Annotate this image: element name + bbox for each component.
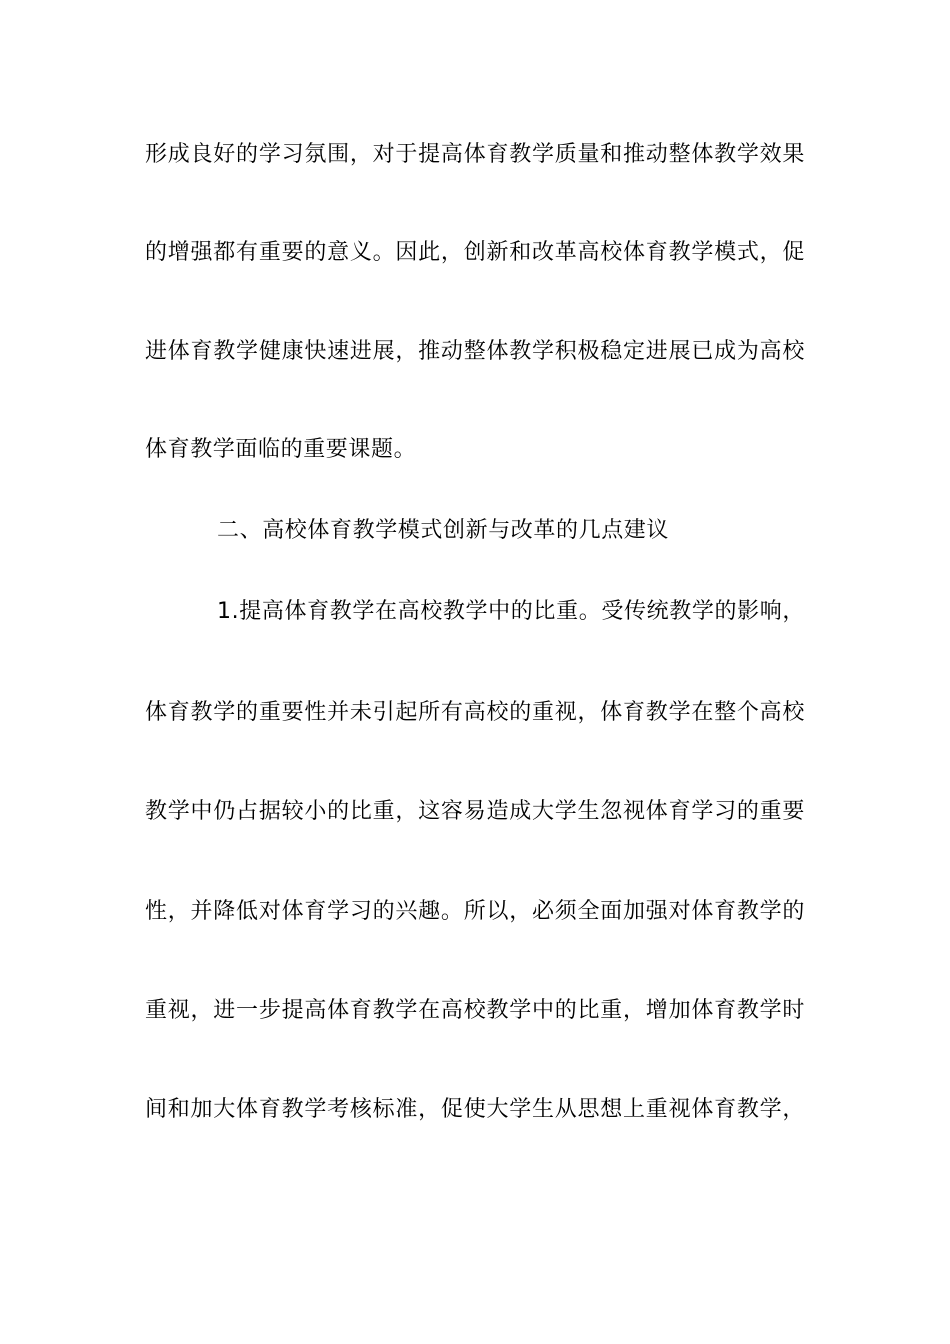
paragraph-line: 的增强都有重要的意义。因此，创新和改革高校体育教学模式，促	[145, 240, 805, 265]
paragraph-line: 进体育教学健康快速进展，推动整体教学积极稳定进展已成为高校	[145, 339, 805, 364]
paragraph-line: 1.提高体育教学在高校教学中的比重。受传统教学的影响，	[217, 599, 805, 624]
paragraph-line: 形成良好的学习氛围，对于提高体育教学质量和推动整体教学效果	[145, 142, 805, 167]
paragraph-line: 教学中仍占据较小的比重，这容易造成大学生忽视体育学习的重要	[145, 799, 805, 824]
paragraph-line: 重视，进一步提高体育教学在高校教学中的比重，增加体育教学时	[145, 998, 805, 1023]
paragraph-line: 性，并降低对体育学习的兴趣。所以，必须全面加强对体育教学的	[145, 899, 805, 924]
section-heading: 二、高校体育教学模式创新与改革的几点建议	[217, 518, 670, 543]
paragraph-line: 体育教学的重要性并未引起所有高校的重视，体育教学在整个高校	[145, 700, 805, 725]
paragraph-line: 间和加大体育教学考核标准，促使大学生从思想上重视体育教学，	[145, 1097, 805, 1122]
paragraph-line: 体育教学面临的重要课题。	[145, 437, 417, 462]
